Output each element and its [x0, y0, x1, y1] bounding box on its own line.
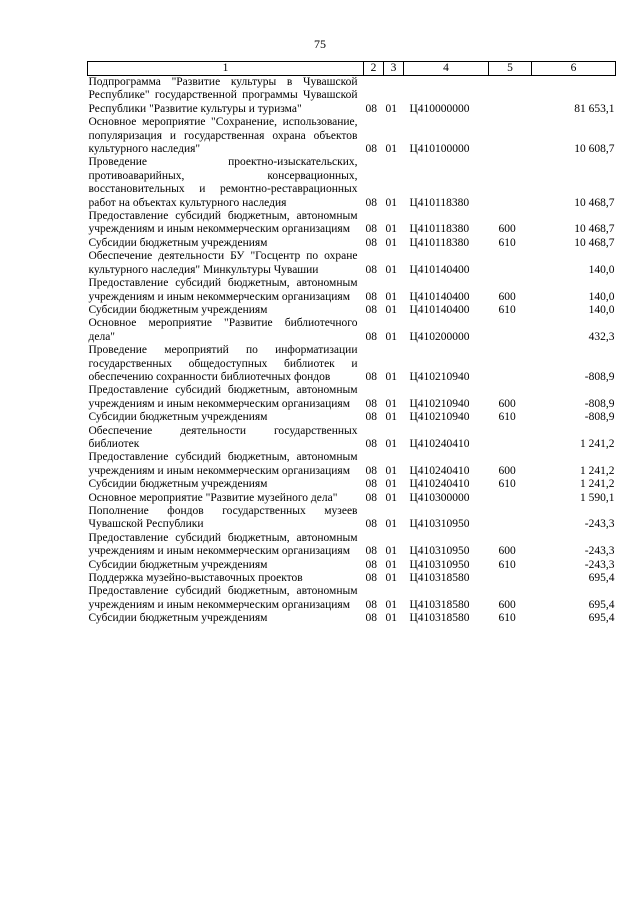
row-target-article: Ц410100000 [409, 143, 470, 156]
row-section: 08 [365, 518, 377, 531]
row-name: Предоставление субсидий бюджетным, автономным учреждениям и иным некоммерческим организациям [88, 585, 358, 611]
table-row [88, 492, 616, 505]
row-target-article: Ц410318580 [409, 612, 470, 625]
row-section: 08 [365, 290, 377, 303]
row-target-article: Ц410140400 [409, 263, 470, 276]
row-subsection: 01 [385, 491, 397, 504]
row-subsection: 01 [385, 303, 397, 316]
row-target-article: Ц410300000 [409, 491, 470, 504]
row-section: 08 [365, 143, 377, 156]
row-name: Субсидии бюджетным учреждениям [88, 478, 268, 491]
row-target-article: Ц410140400 [409, 303, 470, 316]
table-row [88, 344, 616, 384]
row-name: Предоставление субсидий бюджетным, автономным учреждениям и иным некоммерческим организациям [88, 384, 358, 410]
table-row [88, 277, 616, 304]
header-cell-subsection: 3 [384, 62, 404, 76]
row-amount: -808,9 [584, 411, 615, 424]
row-name: Предоставление субсидий бюджетным, автономным учреждениям и иным некоммерческим организациям [88, 531, 358, 558]
row-section: 08 [365, 263, 377, 276]
row-section: 08 [365, 196, 377, 209]
row-amount: -243,3 [584, 558, 615, 571]
row-name: Проведение проектно-изыскательских, противоаварийных, консервационных, восстановительных и ремонтно-реставрационных работ на объектах культурного наследия [88, 156, 358, 209]
row-amount: 140,0 [588, 290, 615, 303]
table-row [88, 505, 616, 532]
row-section: 08 [365, 478, 377, 491]
table-row [88, 572, 616, 585]
row-section: 08 [365, 437, 377, 450]
row-target-article: Ц410118380 [409, 196, 470, 209]
table-row [88, 116, 616, 156]
table-row [88, 425, 616, 452]
row-name: Обеспечение деятельности государственных библиотек [88, 424, 358, 450]
row-target-article: Ц410000000 [409, 102, 470, 115]
table-row [88, 304, 616, 317]
row-target-article: Ц410210940 [409, 397, 470, 410]
table-body [88, 76, 616, 626]
row-amount: 695,4 [588, 572, 615, 585]
row-subsection: 01 [385, 545, 397, 558]
row-expense-type: 600 [498, 545, 516, 558]
table-row [88, 210, 616, 237]
row-expense-type: 600 [498, 598, 516, 611]
row-amount: 432,3 [588, 330, 615, 343]
row-target-article: Ц410318580 [409, 572, 470, 585]
row-section: 08 [365, 598, 377, 611]
header-cell-target: 4 [404, 62, 489, 76]
row-amount: 10 468,7 [574, 223, 615, 236]
table-row [88, 451, 616, 478]
row-target-article: Ц410200000 [409, 330, 470, 343]
table-row [88, 585, 616, 612]
header-cell-section: 2 [364, 62, 384, 76]
row-subsection: 01 [385, 558, 397, 571]
row-subsection: 01 [385, 478, 397, 491]
row-subsection: 01 [385, 598, 397, 611]
table-row [88, 156, 616, 210]
row-expense-type: 610 [498, 236, 516, 249]
row-target-article: Ц410210940 [409, 411, 470, 424]
row-name: Предоставление субсидий бюджетным, автономным учреждениям и иным некоммерческим организациям [88, 451, 358, 477]
row-amount: 695,4 [588, 598, 615, 611]
row-name: Субсидии бюджетным учреждениям [88, 558, 268, 571]
table-row [88, 250, 616, 277]
row-name: Проведение мероприятий по информатизации государственных общедоступных библиотек и обеспечению сохранности библиотечных фондов [88, 344, 358, 383]
row-name: Предоставление субсидий бюджетным, автономным учреждениям и иным некоммерческим организациям [88, 277, 358, 303]
row-expense-type: 610 [498, 558, 516, 571]
row-expense-type [489, 492, 532, 505]
table-row [88, 612, 616, 625]
row-subsection: 01 [385, 397, 397, 410]
row-target-article: Ц410240410 [409, 437, 470, 450]
row-target-article: Ц410310950 [409, 545, 470, 558]
row-amount: 1 241,2 [580, 464, 615, 477]
row-subsection: 01 [385, 330, 397, 343]
row-target-article: Ц410210940 [409, 370, 470, 383]
row-expense-type [489, 116, 532, 156]
row-section: 08 [365, 236, 377, 249]
budget-table [87, 61, 616, 626]
row-expense-type [489, 76, 532, 117]
row-section: 08 [365, 572, 377, 585]
row-section: 08 [365, 612, 377, 625]
row-subsection: 01 [385, 437, 397, 450]
row-subsection: 01 [385, 370, 397, 383]
table-row [88, 384, 616, 411]
row-subsection: 01 [385, 572, 397, 585]
header-cell-expense-type: 5 [489, 62, 532, 76]
row-expense-type [489, 425, 532, 452]
row-section: 08 [365, 464, 377, 477]
header-cell-name: 1 [88, 62, 364, 76]
row-amount: 81 653,1 [574, 102, 615, 115]
row-subsection: 01 [385, 612, 397, 625]
row-section: 08 [365, 411, 377, 424]
row-amount: 10 468,7 [574, 196, 615, 209]
table-row [88, 76, 616, 117]
row-section: 08 [365, 303, 377, 316]
row-amount: 10 468,7 [574, 236, 615, 249]
header-cell-amount: 6 [532, 62, 616, 76]
row-expense-type [489, 156, 532, 210]
table-row [88, 478, 616, 491]
row-name: Субсидии бюджетным учреждениям [88, 411, 268, 424]
row-section: 08 [365, 330, 377, 343]
row-section: 08 [365, 223, 377, 236]
row-subsection: 01 [385, 263, 397, 276]
row-name: Основное мероприятие "Сохранение, использование, популяризация и государственная охрана объектов культурного наследия" [88, 116, 358, 156]
page-number: 75 [314, 37, 326, 51]
row-amount: -243,3 [584, 545, 615, 558]
row-amount: 1 590,1 [580, 491, 615, 504]
row-subsection: 01 [385, 518, 397, 531]
row-section: 08 [365, 102, 377, 115]
row-expense-type [489, 317, 532, 344]
row-amount: 1 241,2 [580, 437, 615, 450]
row-subsection: 01 [385, 464, 397, 477]
table-row [88, 317, 616, 344]
row-amount: 695,4 [588, 612, 615, 625]
row-amount: 10 608,7 [574, 143, 615, 156]
row-section: 08 [365, 558, 377, 571]
row-expense-type: 610 [498, 303, 516, 316]
row-amount: -808,9 [584, 397, 615, 410]
row-expense-type [489, 250, 532, 277]
row-section: 08 [365, 545, 377, 558]
row-amount: -243,3 [584, 518, 615, 531]
row-expense-type: 600 [498, 290, 516, 303]
row-target-article: Ц410318580 [409, 598, 470, 611]
row-name: Основное мероприятие "Развитие библиотечного дела" [88, 317, 358, 343]
table-row [88, 559, 616, 572]
row-name: Основное мероприятие "Развитие музейного дела" [88, 491, 338, 504]
row-amount: 140,0 [588, 263, 615, 276]
row-expense-type [489, 344, 532, 384]
table-row [88, 532, 616, 559]
row-amount: -808,9 [584, 370, 615, 383]
row-expense-type: 610 [498, 612, 516, 625]
row-amount: 140,0 [588, 303, 615, 316]
row-subsection: 01 [385, 102, 397, 115]
row-subsection: 01 [385, 143, 397, 156]
row-target-article: Ц410240410 [409, 464, 470, 477]
row-name: Обеспечение деятельности БУ "Госцентр по охране культурного наследия" Минкультуры Чувашии [88, 250, 358, 276]
row-name: Субсидии бюджетным учреждениям [88, 303, 268, 316]
row-target-article: Ц410140400 [409, 290, 470, 303]
row-expense-type: 600 [498, 464, 516, 477]
row-expense-type [489, 505, 532, 532]
row-name: Субсидии бюджетным учреждениям [88, 612, 268, 625]
row-section: 08 [365, 491, 377, 504]
row-subsection: 01 [385, 290, 397, 303]
row-name: Пополнение фондов государственных музеев Чувашской Республики [88, 505, 358, 531]
row-name: Поддержка музейно-выставочных проектов [88, 572, 303, 585]
row-section: 08 [365, 370, 377, 383]
row-expense-type: 610 [498, 478, 516, 491]
row-expense-type: 600 [498, 223, 516, 236]
row-name: Субсидии бюджетным учреждениям [88, 236, 268, 249]
row-target-article: Ц410310950 [409, 558, 470, 571]
row-expense-type [489, 572, 532, 585]
row-name: Предоставление субсидий бюджетным, автономным учреждениям и иным некоммерческим организациям [88, 210, 358, 236]
row-expense-type: 610 [498, 411, 516, 424]
row-target-article: Ц410118380 [409, 236, 470, 249]
row-subsection: 01 [385, 411, 397, 424]
row-target-article: Ц410118380 [409, 223, 470, 236]
row-section: 08 [365, 397, 377, 410]
header-row [88, 62, 616, 76]
row-subsection: 01 [385, 223, 397, 236]
row-target-article: Ц410240410 [409, 478, 470, 491]
row-subsection: 01 [385, 196, 397, 209]
row-name: Подпрограмма "Развитие культуры в Чувашской Республике" государственной программы Чувашской Республики "Развитие культуры и туризма" [88, 76, 358, 115]
row-expense-type: 600 [498, 397, 516, 410]
table-row [88, 237, 616, 250]
row-subsection: 01 [385, 236, 397, 249]
table-row [88, 411, 616, 424]
row-amount: 1 241,2 [580, 478, 615, 491]
row-target-article: Ц410310950 [409, 518, 470, 531]
